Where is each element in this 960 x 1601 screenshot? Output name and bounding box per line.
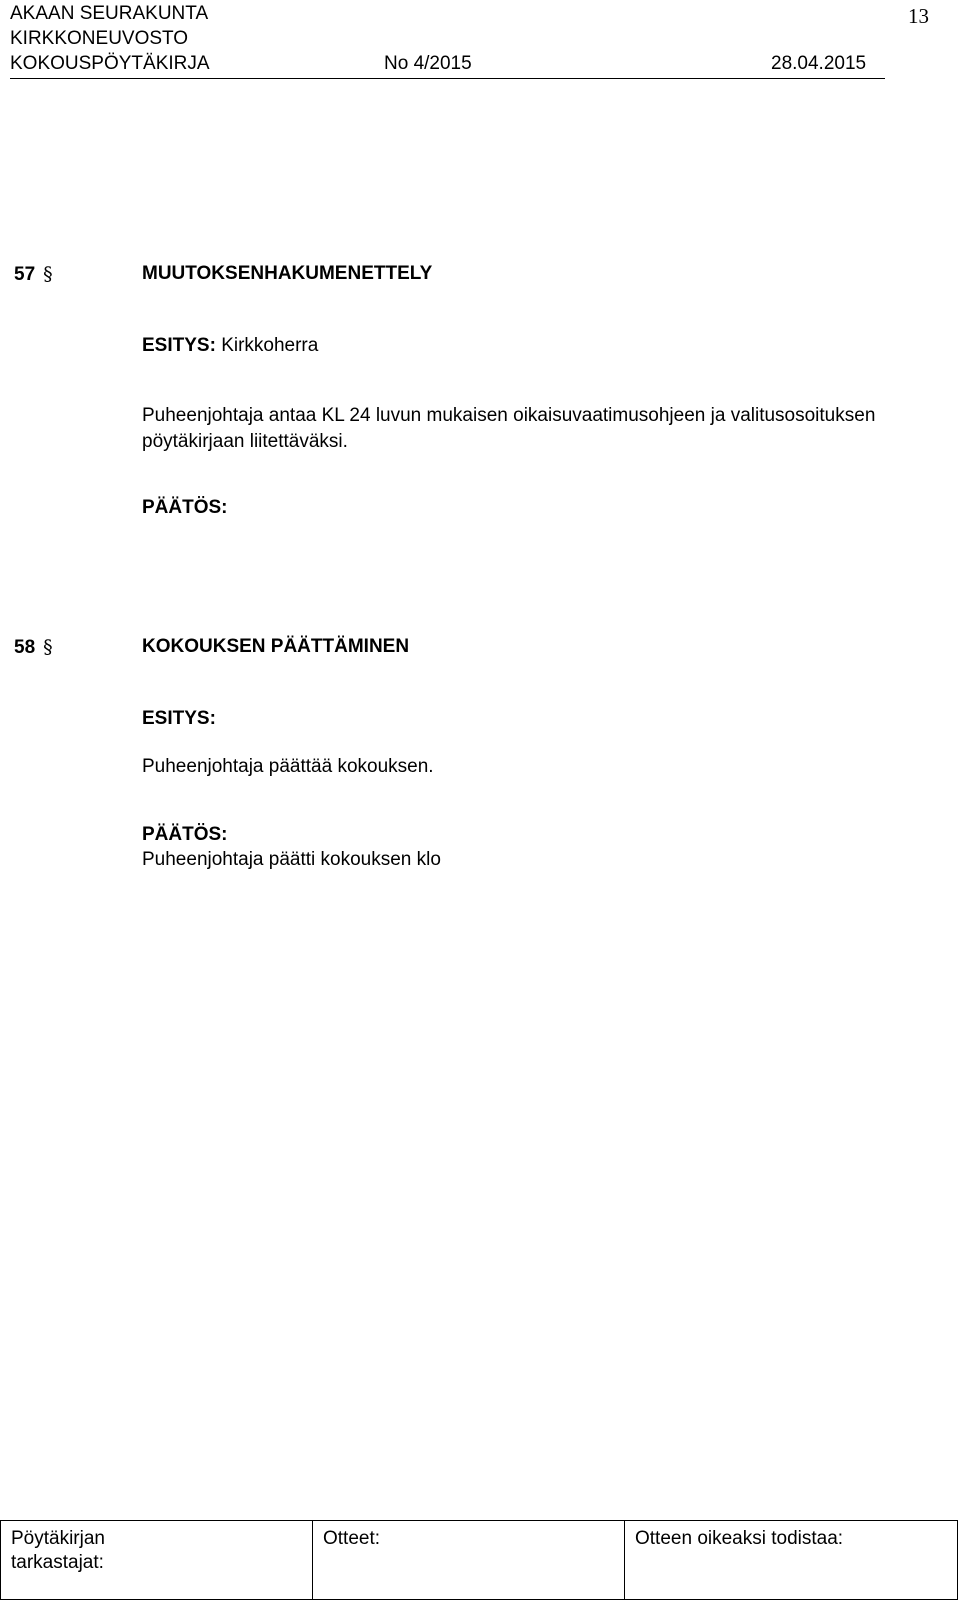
doc-type: KOKOUSPÖYTÄKIRJA	[10, 53, 210, 74]
footer-cell-certification	[625, 1521, 957, 1599]
org-board: KIRKKONEUVOSTO	[10, 28, 189, 49]
section-58-decision-text: Puheenjohtaja päätti kokouksen klo	[142, 849, 441, 870]
section-number: 57	[14, 264, 36, 285]
section-57-heading	[14, 263, 53, 286]
section-57-title: MUUTOKSENHAKUMENETTELY	[142, 263, 433, 284]
section-58-body: Puheenjohtaja päättää kokouksen.	[142, 756, 434, 777]
proposal-label: ESITYS:	[142, 335, 216, 356]
footer-certification-label: Otteen oikeaksi todistaa:	[635, 1528, 844, 1549]
footer-cell-extracts	[313, 1521, 625, 1599]
header-rule	[10, 78, 885, 79]
section-sign-icon: §	[43, 636, 53, 658]
section-58-title: KOKOUKSEN PÄÄTTÄMINEN	[142, 636, 410, 657]
doc-date: 28.04.2015	[771, 53, 867, 74]
doc-number: No 4/2015	[384, 53, 472, 74]
section-58-decision-label: PÄÄTÖS:	[142, 824, 228, 845]
footer-reviewers-label: Pöytäkirjan tarkastajat:	[11, 1528, 105, 1573]
section-57-body-line1: Puheenjohtaja antaa KL 24 luvun mukaisen oikaisuvaatimusohjeen ja valitusosoituksen	[142, 405, 876, 426]
proposal-presenter: Kirkkoherra	[221, 335, 319, 356]
page-number: 13	[908, 4, 929, 28]
footer-extracts-label: Otteet:	[323, 1528, 381, 1549]
section-sign-icon: §	[43, 263, 53, 285]
section-57-proposal	[142, 334, 318, 358]
footer-cell-reviewers	[1, 1521, 313, 1599]
section-58-proposal-label: ESITYS:	[142, 708, 216, 729]
section-58-heading	[14, 636, 53, 659]
section-number: 58	[14, 637, 36, 658]
section-57-decision-label: PÄÄTÖS:	[142, 497, 228, 518]
signature-footer	[0, 1520, 958, 1600]
section-57-body-line2: pöytäkirjaan liitettäväksi.	[142, 431, 348, 452]
org-name: AKAAN SEURAKUNTA	[10, 3, 209, 24]
